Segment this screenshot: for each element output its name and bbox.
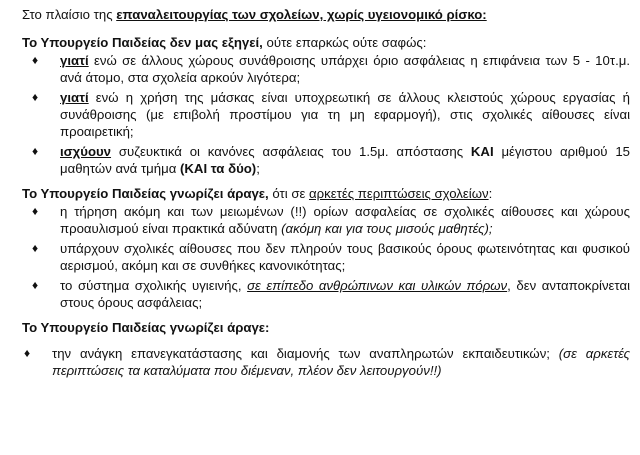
item-text: το σύστημα σχολικής υγιεινής,	[60, 278, 248, 293]
item-text: ενώ η χρήση της μάσκας είναι υποχρεωτική σε άλλους κλειστούς χώρους εργασίας ή συνάθροισης (με επιβολή προστίμου για τη μη εφαρμογή), στις σχολικές αίθουσες είναι προαιρετική;	[60, 90, 630, 139]
item-text: ενώ σε άλλους χώρους συνάθροισης υπάρχει όριο ασφάλειας η επιφάνεια των 5 - 10τ.μ. ανά άτομο, στα σχολεία αρκούν λιγότερα;	[60, 53, 630, 85]
section1-heading-rest: ούτε επαρκώς ούτε σαφώς:	[262, 35, 427, 50]
item-bold: ΚΑΙ	[470, 144, 494, 159]
item-text: την ανάγκη επανεγκατάστασης και διαμονής των αναπληρωτών εκπαιδευτικών;	[52, 346, 559, 361]
item-text: συζευκτικά οι κανόνες ασφάλειας του 1.5μ. απόστασης	[111, 144, 471, 159]
item-italic: (ακόμη και για τους μισούς μαθητές);	[281, 221, 493, 236]
intro-emphasis: επαναλειτουργίας των σχολείων, χωρίς υγειονομικό ρίσκο:	[116, 7, 487, 22]
section2-heading-mid: ότι σε	[268, 186, 310, 201]
item-italic: (σε αρκετές περιπτώσεις τα καταλύματα που διέμεναν, πλέον δεν λειτουργούν!!)	[52, 346, 630, 378]
item-key: γιατί	[60, 90, 89, 105]
item-text: ;	[256, 161, 260, 176]
section3-heading-bold: Το Υπουργείο Παιδείας γνωρίζει άραγε:	[22, 320, 270, 335]
item-text: η τήρηση ακόμη και των μειωμένων (!!) ορίων ασφαλείας σε σχολικές αίθουσες και χώρους προαυλισμού είναι πρακτικά αδύνατη	[60, 204, 630, 236]
diamond-bullet-icon: ♦	[32, 278, 39, 292]
diamond-bullet-icon: ♦	[32, 53, 39, 67]
item-text: μέγιστου αριθμού 15 μαθητών ανά τμήμα	[60, 144, 631, 176]
section1-heading-bold: Το Υπουργείο Παιδείας δεν μας εξηγεί,	[22, 35, 263, 50]
diamond-bullet-icon: ♦	[32, 241, 39, 255]
diamond-bullet-icon: ♦	[32, 204, 39, 218]
list-item	[22, 143, 630, 177]
list-item	[22, 345, 630, 379]
diamond-bullet-icon: ♦	[32, 90, 39, 104]
section3-list	[22, 345, 630, 379]
section2-heading-bold: Το Υπουργείο Παιδείας γνωρίζει άραγε,	[22, 186, 269, 201]
section1-heading	[22, 34, 630, 51]
item-key: ισχύουν	[60, 144, 112, 159]
section2-heading-underlined: αρκετές περιπτώσεις σχολείων	[309, 186, 489, 201]
list-item	[22, 203, 630, 237]
section3-heading	[22, 319, 630, 336]
section1-list	[22, 52, 630, 177]
item-text: υπάρχουν σχολικές αίθουσες που δεν πληρούν τους βασικούς όρους φωτεινότητας και φυσικού αερισμού, ακόμη και σε συνθήκες κανονικότητας;	[60, 241, 630, 273]
list-item	[22, 52, 630, 86]
section2-list	[22, 203, 630, 311]
list-item	[22, 89, 630, 140]
item-text: , δεν ανταποκρίνεται στους όρους ασφάλειας;	[60, 278, 630, 310]
list-item	[22, 240, 630, 274]
diamond-bullet-icon: ♦	[32, 144, 39, 158]
intro-paragraph	[22, 6, 630, 23]
item-key: γιατί	[60, 53, 89, 68]
list-item	[22, 277, 630, 311]
section2-heading-end: :	[488, 186, 493, 201]
section2-heading	[22, 185, 630, 202]
diamond-bullet-icon: ♦	[24, 346, 31, 360]
intro-prefix: Στο πλαίσιο της	[22, 7, 117, 22]
item-underlined-italic: σε επίπεδο ανθρώπινων και υλικών πόρων	[247, 278, 508, 293]
item-bold: (ΚΑΙ τα δύο)	[180, 161, 257, 176]
